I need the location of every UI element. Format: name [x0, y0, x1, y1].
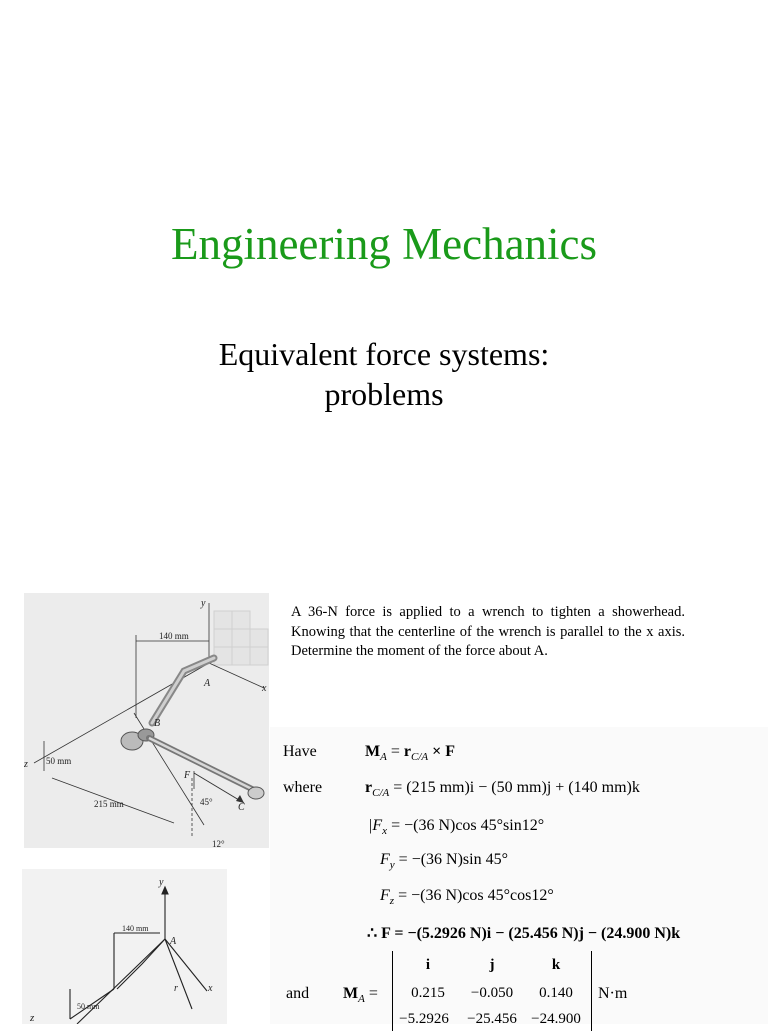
fig1-point-c: C — [238, 802, 245, 813]
fx-equation — [368, 817, 544, 837]
ma-subscript: A — [358, 993, 365, 1005]
fig1-point-a: A — [204, 678, 211, 689]
fig1-dim-140: 140 mm — [159, 631, 189, 641]
fz-equation — [380, 887, 554, 907]
matrix-r1-c1: 0.215 — [411, 985, 445, 1001]
r-subscript: C/A — [410, 751, 429, 763]
fy-symbol: F — [380, 851, 390, 868]
fig1-dim-215: 215 mm — [94, 799, 124, 809]
ma-equation — [343, 985, 378, 1005]
r-symbol: r — [365, 779, 373, 796]
moment-unit: N·m — [598, 985, 628, 1002]
ma-equals: = — [364, 985, 378, 1002]
subtitle-line-1: Equivalent force systems: — [218, 336, 550, 372]
problem-statement: A 36-N force is applied to a wrench to tighten a showerhead. Knowing that the centerline of the wrench is parallel to the x axis. Determine the moment of the force about A. — [291, 604, 685, 659]
fig2-point-a: A — [170, 936, 177, 947]
fig2-axis-x: x — [208, 983, 213, 994]
slide-subtitle — [0, 334, 768, 414]
fig1-dim-50: 50 mm — [46, 756, 72, 766]
matrix-header-i: i — [425, 957, 431, 973]
fig1-angle-45: 45° — [200, 797, 213, 807]
fig1-axis-x: x — [262, 683, 267, 694]
slide-title: Engineering Mechanics — [170, 219, 598, 269]
r-value: = (215 mm)i − (50 mm)j + (140 mm)k — [389, 779, 640, 796]
position-equation — [365, 779, 640, 799]
where-label: where — [283, 779, 323, 796]
equals: = — [390, 743, 404, 760]
fz-symbol: F — [380, 887, 390, 904]
fy-value: = −(36 N)sin 45° — [394, 851, 508, 868]
matrix-r1-c3: 0.140 — [539, 985, 573, 1001]
matrix-r1-c2: −0.050 — [470, 985, 514, 1001]
ma-symbol: M — [343, 985, 359, 1002]
fig1-angle-12: 12° — [212, 839, 225, 848]
r-subscript: C/A — [372, 787, 390, 799]
fx-value: = −(36 N)cos 45°sin12° — [387, 817, 545, 834]
moment-equation — [365, 743, 455, 763]
r-symbol: r — [403, 743, 411, 760]
fig2-r-vector: r — [174, 983, 178, 994]
matrix-r2-c2: −25.456 — [467, 1011, 517, 1027]
fz-value: = −(36 N)cos 45°cos12° — [394, 887, 554, 904]
fig1-force-f: F — [184, 770, 191, 781]
matrix-header-j: j — [489, 957, 495, 973]
fig1-axis-y: y — [201, 598, 206, 609]
force-vector-equation: ∴ F = −(5.2926 N)i − (25.456 N)j − (24.900 N)k — [367, 925, 681, 942]
position-vector-figure — [22, 869, 227, 1024]
matrix-r2-c3: −24.900 — [531, 1011, 581, 1027]
fy-subscript: y — [389, 859, 395, 871]
matrix-header-k: k — [551, 957, 561, 973]
fx-subscript: x — [382, 825, 388, 837]
have-label: Have — [283, 743, 317, 760]
fig1-point-b: B — [154, 718, 161, 729]
fz-subscript: z — [389, 895, 395, 907]
cross-f: × F — [428, 743, 455, 760]
fig2-axis-y: y — [159, 877, 164, 888]
moment-subscript: A — [380, 751, 387, 763]
moment-symbol: M — [365, 743, 381, 760]
and-label: and — [286, 985, 310, 1002]
fig2-dim-50: 50 mm — [77, 1002, 100, 1011]
matrix-r2-c1: −5.2926 — [399, 1011, 449, 1027]
fig2-axis-z: z — [30, 1012, 35, 1024]
fx-symbol: |F — [368, 817, 383, 834]
subtitle-line-2: problems — [324, 376, 444, 412]
solution-block — [270, 727, 768, 1027]
fig2-dim-140: 140 mm — [122, 924, 149, 933]
wrench-figure — [24, 593, 269, 848]
fy-equation — [380, 851, 508, 871]
fig1-axis-z: z — [24, 759, 28, 770]
determinant-matrix — [392, 951, 592, 1031]
